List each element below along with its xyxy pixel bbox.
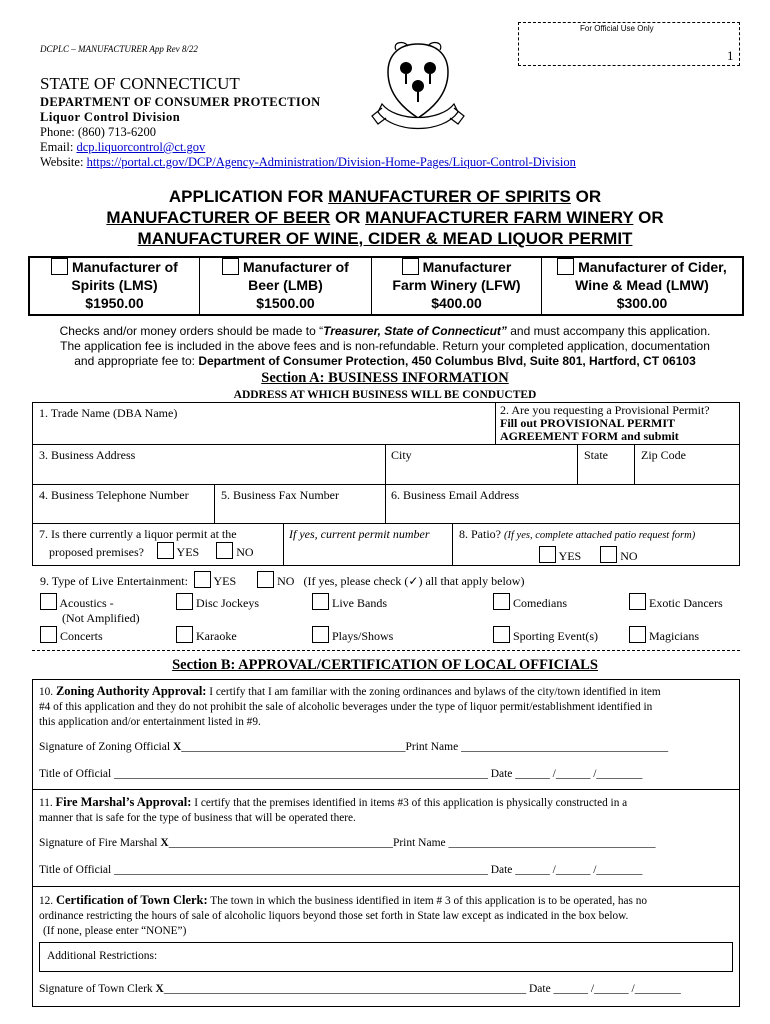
plays-shows-checkbox[interactable] xyxy=(312,626,329,643)
permit-lmb-checkbox[interactable] xyxy=(222,258,239,275)
disc-jockeys-checkbox[interactable] xyxy=(176,593,193,610)
ent-magicians[interactable]: Magicians xyxy=(629,626,699,644)
section-b-title: Section B: APPROVAL/CERTIFICATION OF LOCAL OFFICIALS xyxy=(172,657,598,673)
patio-question: 8. Patio? (If yes, complete attached patio request form) YES NO xyxy=(459,527,696,563)
state-field[interactable]: State xyxy=(584,448,608,462)
title-line-3: MANUFACTURER OF WINE, CIDER & MEAD LIQUOR PERMIT xyxy=(137,229,633,248)
provisional-permit-field[interactable]: 2. Are you requesting a Provisional Permit? Fill out PROVISIONAL PERMIT AGREEMENT FORM and submit xyxy=(500,403,710,443)
patio-yes-checkbox[interactable] xyxy=(539,546,556,563)
current-permit-number-field[interactable]: If yes, current permit number xyxy=(289,527,430,541)
state-seal-logo xyxy=(368,38,468,136)
karaoke-checkbox[interactable] xyxy=(176,626,193,643)
section-divider xyxy=(32,650,740,651)
existing-permit-question: 7. Is there currently a liquor permit at the proposed premises? YES NO xyxy=(39,527,254,559)
live-entertainment-question: 9. Type of Live Entertainment: YES NO (If yes, please check (✓) all that apply below) xyxy=(40,571,524,589)
permit-lms-checkbox[interactable] xyxy=(51,258,68,275)
email-row xyxy=(40,140,205,155)
additional-restrictions-label: Additional Restrictions: xyxy=(47,950,158,962)
ent-concerts[interactable]: Concerts xyxy=(40,626,103,644)
section-a-subtitle: ADDRESS AT WHICH BUSINESS WILL BE CONDUCTED xyxy=(233,389,537,401)
permit-lfw-checkbox[interactable] xyxy=(402,258,419,275)
form-id: DCPLC – MANUFACTURER App Rev 8/22 xyxy=(40,44,198,54)
ent-live-bands[interactable]: Live Bands xyxy=(312,593,387,611)
town-clerk-signature-line[interactable]: Signature of Town Clerk X_______________________________________________________________ Date ______ /______ /________ xyxy=(39,983,681,995)
permit-option-lmw[interactable]: Manufacturer of Cider, Wine & Mead (LMW) $300.00 xyxy=(542,258,742,312)
business-phone-field[interactable]: 4. Business Telephone Number xyxy=(39,488,189,502)
business-address-field[interactable]: 3. Business Address xyxy=(39,448,136,462)
fire-marshal-signature-line[interactable]: Signature of Fire Marshal X_______________________________________Print Name ____________________________________ xyxy=(39,837,656,849)
application-title xyxy=(0,186,770,249)
email-label: Email: xyxy=(40,140,74,154)
existing-permit-yes-checkbox[interactable] xyxy=(157,542,174,559)
ent-karaoke[interactable]: Karaoke xyxy=(176,626,237,644)
sporting-events-checkbox[interactable] xyxy=(493,626,510,643)
ent-exotic-dancers[interactable]: Exotic Dancers xyxy=(629,593,723,611)
entertainment-no-checkbox[interactable] xyxy=(257,571,274,588)
division-name: Liquor Control Division xyxy=(40,110,181,124)
title-line-2: MANUFACTURER OF BEER OR MANUFACTURER FARM WINERY OR xyxy=(106,208,664,227)
patio-no-checkbox[interactable] xyxy=(600,546,617,563)
magicians-checkbox[interactable] xyxy=(629,626,646,643)
trade-name-field[interactable]: 1. Trade Name (DBA Name) xyxy=(39,406,178,420)
live-bands-checkbox[interactable] xyxy=(312,593,329,610)
ent-comedians[interactable]: Comedians xyxy=(493,593,567,611)
fire-marshal-approval-text: 11. Fire Marshal’s Approval: I certify that the premises identified in items #3 of this application is physically constructed in a manner that is safe for the type of business that will be operated there. xyxy=(39,795,628,824)
zoning-title-date-line[interactable]: Title of Official _________________________________________________________________ Date ______ /______ /________ xyxy=(39,768,643,780)
website-link[interactable]: https://portal.ct.gov/DCP/Agency-Administration/Division-Home-Pages/Liquor-Control-Division xyxy=(86,155,576,169)
state-name: STATE OF CONNECTICUT xyxy=(40,74,240,93)
permit-option-lmb[interactable]: Manufacturer of Beer (LMB) $1500.00 xyxy=(200,258,371,312)
concerts-checkbox[interactable] xyxy=(40,626,57,643)
business-email-field[interactable]: 6. Business Email Address xyxy=(391,488,519,502)
ent-plays-shows[interactable]: Plays/Shows xyxy=(312,626,393,644)
phone: Phone: (860) 713-6200 xyxy=(40,125,156,139)
website-row xyxy=(40,155,576,170)
zoning-signature-line[interactable]: Signature of Zoning Official X_______________________________________Print Name ____________________________________ xyxy=(39,741,669,753)
comedians-checkbox[interactable] xyxy=(493,593,510,610)
acoustics-checkbox[interactable] xyxy=(40,593,57,610)
entertainment-yes-checkbox[interactable] xyxy=(194,571,211,588)
ent-acoustics[interactable]: Acoustics - (Not Amplified) xyxy=(40,593,140,626)
section-a-title: Section A: BUSINESS INFORMATION xyxy=(261,370,509,386)
zoning-approval-text: 10. Zoning Authority Approval: I certify that I am familiar with the zoning ordinances and bylaws of the city/town identified in item #4 of this application and they do not prohibit the sale of alcoholic beverages under the type of liquor permit/establishment identified in this application and/or entertainment listed in #9. xyxy=(39,684,661,728)
department-name: DEPARTMENT OF CONSUMER PROTECTION xyxy=(40,95,321,109)
page-number: 1 xyxy=(727,48,734,63)
email-link[interactable]: dcp.liquorcontrol@ct.gov xyxy=(76,140,206,154)
city-field[interactable]: City xyxy=(391,448,412,462)
ent-disc-jockeys[interactable]: Disc Jockeys xyxy=(176,593,259,611)
fire-marshal-title-date-line[interactable]: Title of Official _________________________________________________________________ Date ______ /______ /________ xyxy=(39,864,643,876)
website-label: Website: xyxy=(40,155,84,169)
fee-instructions: Checks and/or money orders should be made to “Treasurer, State of Connecticut” and must accompany this application. The application fee is included in the above fees and is non-refundable. Return your completed application, documentation and appropriate fee to: Department of Consumer Protection, 450 Columbus Blvd, Suite 801, Hartford, CT 06103 xyxy=(59,324,711,368)
exotic-dancers-checkbox[interactable] xyxy=(629,593,646,610)
town-clerk-certification-text: 12. Certification of Town Clerk: The town in which the business identified in item # 3 of this application is to be operated, has no ordinance restricting the hours of sale of alcoholic liquors beyond those set forth in State law except as indicated in the box below. (If none, please enter “NONE”) xyxy=(39,893,648,937)
title-line-1: APPLICATION FOR MANUFACTURER OF SPIRITS OR xyxy=(168,187,602,206)
existing-permit-no-checkbox[interactable] xyxy=(216,542,233,559)
permit-option-lms[interactable]: Manufacturer of Spirits (LMS) $1950.00 xyxy=(30,258,199,312)
permit-lmw-checkbox[interactable] xyxy=(557,258,574,275)
zip-code-field[interactable]: Zip Code xyxy=(641,448,686,462)
official-use-label: For Official Use Only xyxy=(580,24,654,33)
permit-option-lfw[interactable]: Manufacturer Farm Winery (LFW) $400.00 xyxy=(392,259,521,311)
business-fax-field[interactable]: 5. Business Fax Number xyxy=(221,488,339,502)
ent-sporting-events[interactable]: Sporting Event(s) xyxy=(493,626,598,644)
